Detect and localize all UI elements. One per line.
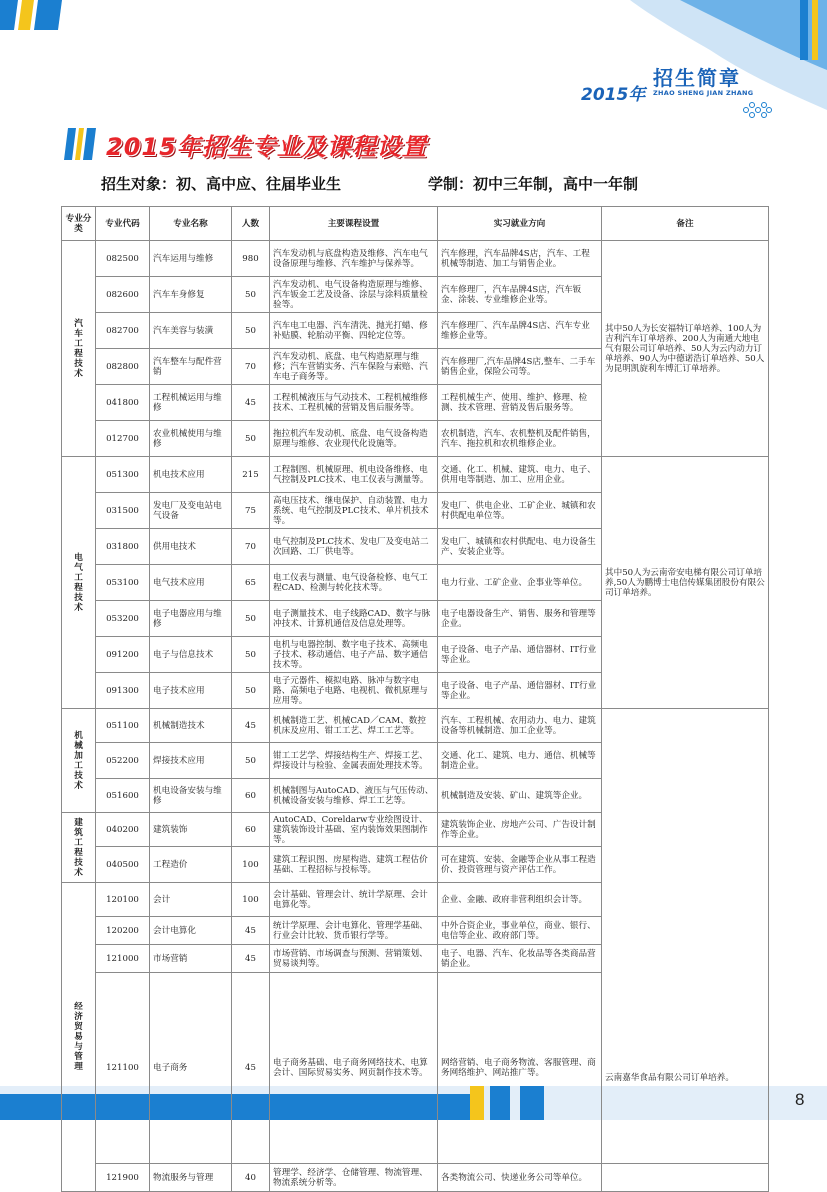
job-direction: 中外合资企业，事业单位，商业、银行、电信等企业、政府部门等。: [438, 917, 602, 945]
program-name: 电子电器应用与维修: [150, 601, 232, 637]
page-title: 2015年招生专业及课程设置: [106, 133, 427, 161]
job-direction: 电子、电器、汽车、化妆品等各类商品营销企业。: [438, 945, 602, 973]
program-name: 会计: [150, 883, 232, 917]
enroll-count: 60: [232, 813, 270, 847]
enroll-count: 50: [232, 313, 270, 349]
enroll-count: 45: [232, 709, 270, 743]
program-name: 汽车车身修复: [150, 277, 232, 313]
job-direction: 电子设备、电子产品、通信器材、IT行业等企业。: [438, 673, 602, 709]
job-direction: 电子设备、电子产品、通信器材、IT行业等企业。: [438, 637, 602, 673]
program-name: 汽车运用与维修: [150, 241, 232, 277]
col-header-category: 专业分类: [62, 207, 96, 241]
program-code: 040200: [96, 813, 150, 847]
main-courses: 汽车发动机、底盘、电气构造原理与维修；汽车营销实务、汽车保险与索赔、汽车电子商务等。: [270, 349, 438, 385]
enroll-count: 50: [232, 277, 270, 313]
program-name: 电子技术应用: [150, 673, 232, 709]
program-code: 031500: [96, 493, 150, 529]
program-name: 物流服务与管理: [150, 1164, 232, 1192]
main-courses: 拖拉机汽车发动机、底盘、电气设备构造原理与维修、农业现代化设施等。: [270, 421, 438, 457]
job-direction: 交通、化工、机械、建筑、电力、电子、供用电等制造、加工、应用企业。: [438, 457, 602, 493]
program-code: 121100: [96, 973, 150, 1164]
category-label: 电气工程技术: [74, 552, 83, 613]
main-courses: AutoCAD、Coreldarw专业绘图设计、建筑装饰设计基础、室内装饰效果图制作等。: [270, 813, 438, 847]
enroll-count: 45: [232, 973, 270, 1164]
col-header-notes: 备注: [602, 207, 769, 241]
program-code: 053100: [96, 565, 150, 601]
job-direction: 汽车修理，汽车品牌4S店，汽车、工程机械等制造、加工与销售企业。: [438, 241, 602, 277]
col-header-jobs: 实习就业方向: [438, 207, 602, 241]
brochure-header: [565, 56, 795, 106]
job-direction: 汽车修理厂,汽车品牌4S店,整车、二手车销售企业，保险公司等。: [438, 349, 602, 385]
enroll-count: 45: [232, 385, 270, 421]
enroll-count: 70: [232, 529, 270, 565]
category-label: 建筑工程技术: [74, 817, 83, 878]
table-row: [62, 709, 769, 743]
program-name: 焊接技术应用: [150, 743, 232, 779]
main-courses: 电子测量技术、电子线路CAD、数字与脉冲技术、计算机通信及信息处理等。: [270, 601, 438, 637]
program-name: 建筑装饰: [150, 813, 232, 847]
program-code: 012700: [96, 421, 150, 457]
job-direction: 工程机械生产、使用、维护、修理、检测、技术管理、营销及售后服务等。: [438, 385, 602, 421]
main-courses: 电工仪表与测量、电气设备检修、电气工程CAD、检测与转化技术等。: [270, 565, 438, 601]
program-name: 电子与信息技术: [150, 637, 232, 673]
table-row: [62, 241, 769, 277]
job-direction: 各类物流公司、快递业务公司等单位。: [438, 1164, 602, 1192]
job-direction: 网络营销、电子商务物流、客服管理、商务网络维护、网站推广等。: [438, 973, 602, 1164]
job-direction: 建筑装饰企业、房地产公司、广告设计制作等企业。: [438, 813, 602, 847]
job-direction: 发电厂、城镇和农村供配电、电力设备生产、安装企业等。: [438, 529, 602, 565]
program-code: 091200: [96, 637, 150, 673]
category-cell: [62, 457, 96, 709]
program-code: 051300: [96, 457, 150, 493]
category-label: 经济贸易与管理: [74, 1002, 83, 1072]
program-name: 机电技术应用: [150, 457, 232, 493]
program-code: 051600: [96, 779, 150, 813]
program-name: 供用电技术: [150, 529, 232, 565]
table-row: [62, 1164, 769, 1192]
enroll-count: 60: [232, 779, 270, 813]
main-courses: 汽车发动机、电气设备构造原理与维修、汽车钣金工艺及设备、涂层与涂料质量检验等。: [270, 277, 438, 313]
category-cell: [62, 709, 96, 813]
enroll-count: 50: [232, 601, 270, 637]
table-header-row: [62, 207, 769, 241]
enroll-count: 215: [232, 457, 270, 493]
job-direction: 农机制造，汽车、农机整机及配件销售，汽车、拖拉机和农机维修企业。: [438, 421, 602, 457]
enroll-count: 980: [232, 241, 270, 277]
dots-icon: [742, 100, 772, 120]
program-name: 电子商务: [150, 973, 232, 1164]
header-year: 2015年: [581, 85, 646, 105]
program-code: 082700: [96, 313, 150, 349]
program-code: 041800: [96, 385, 150, 421]
program-code: 053200: [96, 601, 150, 637]
main-courses: 工程机械液压与气动技术、工程机械维修技术、工程机械的营销及售后服务等。: [270, 385, 438, 421]
program-name: 机械制造技术: [150, 709, 232, 743]
enroll-count: 45: [232, 945, 270, 973]
main-courses: 汽车电工电器、汽车清洗、抛光打蜡、修补贴膜、轮胎动平衡、四轮定位等。: [270, 313, 438, 349]
col-header-courses: 主要课程设置: [270, 207, 438, 241]
col-header-count: 人数: [232, 207, 270, 241]
program-code: 040500: [96, 847, 150, 883]
program-name: 汽车美容与装潢: [150, 313, 232, 349]
top-left-stripes: [0, 0, 110, 30]
job-direction: 企业、金融、政府非营利组织会计等。: [438, 883, 602, 917]
note-cell: 其中50人为长安福特订单培养、100人为吉利汽车订单培养、200人为南通大地电气有限公司订单培养、50人为云内动力订单培养、90人为中德诺浩订单培养、50人为昆明凯旋利车博汇订单培养。: [602, 241, 769, 457]
enroll-count: 70: [232, 349, 270, 385]
program-name: 工程机械运用与维修: [150, 385, 232, 421]
main-courses: 会计基础、管理会计、统计学原理、会计电算化等。: [270, 883, 438, 917]
program-code: 091300: [96, 673, 150, 709]
enroll-count: 50: [232, 637, 270, 673]
col-header-code: 专业代码: [96, 207, 150, 241]
category-label: 机械加工技术: [74, 730, 83, 791]
page-number: 8: [795, 1090, 805, 1109]
title-stripe-icon: [62, 128, 102, 160]
main-courses: 电子元器件、模拟电路、脉冲与数字电路、高频电子电路、电视机、微机原理与应用等。: [270, 673, 438, 709]
program-name: 工程造价: [150, 847, 232, 883]
job-direction: 发电厂、供电企业、工矿企业、城镇和农村供配电单位等。: [438, 493, 602, 529]
program-code: 121000: [96, 945, 150, 973]
enroll-count: 40: [232, 1164, 270, 1192]
enroll-count: 100: [232, 883, 270, 917]
enroll-target: 招生对象：初、高中应、往届毕业生: [101, 175, 342, 193]
note-text: 云南嘉华食品有限公司订单培养。: [605, 1073, 734, 1083]
main-courses: 电气控制及PLC技术、发电厂及变电站二次回路、工厂供电等。: [270, 529, 438, 565]
note-cell-empty: [602, 1164, 769, 1192]
main-courses: 市场营销、市场调查与预测、营销策划、贸易谈判等。: [270, 945, 438, 973]
job-direction: 电子电器设备生产、销售、服务和管理等企业。: [438, 601, 602, 637]
job-direction: 电力行业、工矿企业、企事业等单位。: [438, 565, 602, 601]
enroll-count: 50: [232, 743, 270, 779]
program-code: 120100: [96, 883, 150, 917]
enroll-count: 75: [232, 493, 270, 529]
enroll-count: 100: [232, 847, 270, 883]
job-direction: 交通、化工、建筑、电力、通信、机械等制造企业。: [438, 743, 602, 779]
enroll-count: 65: [232, 565, 270, 601]
note-cell: 其中50人为云南帝安电梯有限公司订单培养,50人为鹏博士电信传媒集团股份有限公司订单培养。: [602, 457, 769, 709]
program-name: 农业机械使用与维修: [150, 421, 232, 457]
enroll-count: 50: [232, 673, 270, 709]
program-name: 会计电算化: [150, 917, 232, 945]
header-pinyin: ZHAO SHENG JIAN ZHANG: [653, 89, 754, 97]
program-name: 市场营销: [150, 945, 232, 973]
main-courses: 机械制造工艺、机械CAD／CAM、数控机床及应用、钳工工艺、焊工工艺等。: [270, 709, 438, 743]
main-courses: 统计学原理、会计电算化、管理学基础、行业会计比较、货币银行学等。: [270, 917, 438, 945]
job-direction: 可在建筑、安装、金融等企业从事工程造价、投资管理与资产评估工作。: [438, 847, 602, 883]
program-table: [61, 206, 769, 1192]
main-courses: 机械制图与AutoCAD、液压与气压传动、机械设备安装与维修、焊工工艺等。: [270, 779, 438, 813]
table-row: [62, 457, 769, 493]
main-courses: 钳工工艺学、焊接结构生产、焊接工艺、焊接设计与检验、金属表面处理技术等。: [270, 743, 438, 779]
col-header-name: 专业名称: [150, 207, 232, 241]
enroll-count: 50: [232, 421, 270, 457]
header-title: 招生简章: [653, 66, 741, 90]
main-courses: 汽车发动机与底盘构造及维修、汽车电气设备原理与维修、汽车维护与保养等。: [270, 241, 438, 277]
program-code: 120200: [96, 917, 150, 945]
main-courses: 电机与电器控制、数字电子技术、高频电子技术、移动通信、电子产品、数字通信技术等。: [270, 637, 438, 673]
program-code: 051100: [96, 709, 150, 743]
main-courses: 建筑工程识图、房屋构造、建筑工程估价基础、工程招标与投标等。: [270, 847, 438, 883]
category-cell: [62, 883, 96, 1192]
program-code: 052200: [96, 743, 150, 779]
main-courses: 高电压技术、继电保护、自动装置、电力系统、电气控制及PLC技术、单片机技术等。: [270, 493, 438, 529]
job-direction: 汽车修理厂，汽车品牌4S店，汽车钣金、涂装、专业维修企业等。: [438, 277, 602, 313]
program-name: 电气技术应用: [150, 565, 232, 601]
program-name: 机电设备安装与维修: [150, 779, 232, 813]
main-courses: 电子商务基础、电子商务网络技术、电算会计、国际贸易实务、网页制作技术等。: [270, 973, 438, 1164]
program-code: 082600: [96, 277, 150, 313]
enroll-count: 45: [232, 917, 270, 945]
category-cell: [62, 813, 96, 883]
main-courses: 管理学、经济学、仓储管理、物流管理、物流系统分析等。: [270, 1164, 438, 1192]
job-direction: 汽车、工程机械、农用动力、电力、建筑设备等机械制造、加工企业等。: [438, 709, 602, 743]
note-cell: [602, 709, 769, 1164]
job-direction: 汽车修理厂、汽车品牌4S店、汽车专业维修企业等。: [438, 313, 602, 349]
category-cell: [62, 241, 96, 457]
program-code: 121900: [96, 1164, 150, 1192]
program-code: 082800: [96, 349, 150, 385]
program-name: 汽车整车与配件营销: [150, 349, 232, 385]
main-courses: 工程制图、机械原理、机电设备维修、电气控制及PLC技术、电工仪表与测量等。: [270, 457, 438, 493]
category-label: 汽车工程技术: [74, 318, 83, 379]
job-direction: 机械制造及安装、矿山、建筑等企业。: [438, 779, 602, 813]
program-code: 082500: [96, 241, 150, 277]
program-name: 发电厂及变电站电气设备: [150, 493, 232, 529]
program-code: 031800: [96, 529, 150, 565]
school-system: 学制：初中三年制，高中一年制: [428, 175, 639, 193]
